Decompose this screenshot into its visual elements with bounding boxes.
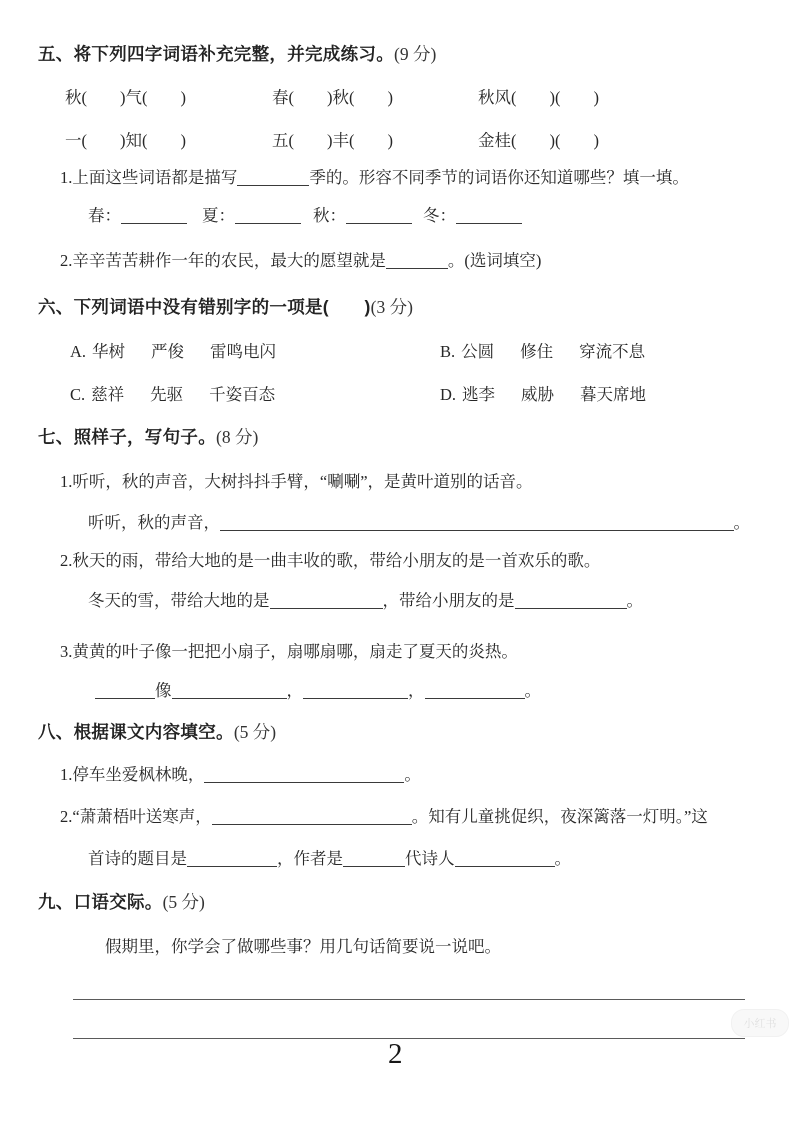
section9-score: (5 分): [162, 892, 205, 912]
option-word: 修住: [520, 342, 554, 361]
answer-text: 像: [155, 681, 172, 700]
section8-question2b: [88, 849, 571, 870]
section5-score: (9 分): [394, 44, 437, 64]
option-label: D.: [440, 385, 457, 404]
section5-question1: [60, 168, 689, 189]
word-blank-cell: 金桂( )( ): [478, 131, 599, 150]
section7-question1: 1.听听，秋的声音，大树抖抖手臂，“唰唰”，是黄叶道别的话音。: [60, 472, 533, 491]
section7-score: (8 分): [216, 427, 259, 447]
word-blank-cell: 一( )知( ): [65, 131, 186, 150]
section7-title: 七、照样子，写句子。: [38, 427, 216, 447]
page-number: 2: [388, 1038, 403, 1070]
section5-question2: [60, 251, 541, 272]
section8-heading: [38, 722, 276, 744]
word-blank-cell: 秋风( )( ): [478, 88, 599, 107]
option-word: 华树: [92, 342, 126, 361]
section7-answer2: [88, 591, 643, 612]
fill-blank: [187, 851, 277, 867]
section9-title: 九、口语交际。: [38, 892, 163, 912]
section6-score: (3 分): [370, 297, 413, 317]
option-word: 威胁: [521, 385, 555, 404]
section8-question2: [60, 807, 708, 828]
question-text: 。(选词填空): [447, 251, 542, 270]
answer-text: ，带给小朋友的是: [382, 591, 515, 610]
option-word: 穿流不息: [579, 342, 646, 361]
answer-text: ，: [286, 681, 303, 700]
section6-heading: [38, 297, 413, 319]
option-label: A.: [70, 342, 87, 361]
question-text: 季的。形容不同季节的词语你还知道哪些？填一填。: [309, 168, 689, 187]
section8-question1: [60, 765, 421, 786]
fill-blank: [303, 683, 408, 699]
question-text: 代诗人: [405, 849, 455, 868]
option-word: 公圆: [461, 342, 495, 361]
section7-question3: 3.黄黄的叶子像一把把小扇子，扇哪扇哪，扇走了夏天的炎热。: [60, 642, 518, 661]
option-word: 慈祥: [91, 385, 125, 404]
fill-blank: [425, 683, 525, 699]
season-label: 秋：: [313, 206, 346, 225]
fill-blank: [237, 170, 309, 186]
fill-blank: [455, 851, 555, 867]
answer-suffix: 。: [733, 513, 750, 532]
season-fill-spring: [88, 206, 187, 227]
fill-blank: [270, 593, 383, 609]
answer-text: 冬天的雪，带给大地的是: [88, 591, 270, 610]
season-label: 冬：: [423, 206, 456, 225]
fill-blank: [204, 767, 404, 783]
season-fill-autumn: [313, 206, 412, 227]
section8-title: 八、根据课文内容填空。: [38, 722, 234, 742]
season-label: 夏：: [202, 206, 235, 225]
answer-text: ，: [408, 681, 425, 700]
fill-blank: [456, 208, 522, 224]
season-fill-winter: [423, 206, 522, 227]
option-label: B.: [440, 342, 456, 361]
option-d: [440, 385, 646, 406]
fill-blank: [515, 593, 627, 609]
option-c: [70, 385, 275, 406]
fill-blank: [235, 208, 301, 224]
section7-answer1: [88, 509, 750, 533]
option-b: [440, 342, 645, 363]
word-blank-cell: 秋( )气( ): [65, 88, 186, 107]
answer-text: 。: [524, 681, 541, 700]
fill-blank: [121, 208, 187, 224]
fill-blank: [386, 253, 448, 269]
question-text: 。知有儿童挑促织，夜深篱落一灯明。”这: [411, 807, 708, 826]
question-text: 2.“萧萧梧叶送寒声，: [60, 807, 212, 826]
question-text: 首诗的题目是: [88, 849, 187, 868]
word-blank-cell: 五( )丰( ): [272, 131, 393, 150]
option-word: 千姿百态: [209, 385, 276, 404]
writing-line: [73, 999, 745, 1000]
option-label: C.: [70, 385, 86, 404]
season-fill-summer: [202, 206, 301, 227]
word-blank-cell: 春( )秋( ): [272, 88, 393, 107]
question-text: 。: [554, 849, 571, 868]
question-text: 1.上面这些词语都是描写: [60, 168, 238, 187]
section7-question2: 2.秋天的雨，带给大地的是一曲丰收的歌，带给小朋友的是一首欢乐的歌。: [60, 551, 601, 570]
section5-title: 五、将下列四字词语补充完整，并完成练习。: [38, 44, 394, 64]
question-text: ，作者是: [277, 849, 343, 868]
season-label: 春：: [88, 206, 121, 225]
section8-score: (5 分): [233, 722, 277, 742]
fill-blank: [95, 683, 155, 699]
section9-prompt: 假期里，你学会了做哪些事？用几句话简要说一说吧。: [105, 937, 501, 956]
option-word: 先驱: [150, 385, 184, 404]
fill-blank: [172, 683, 287, 699]
section7-answer3: [95, 681, 541, 702]
question-text: 2.辛辛苦苦耕作一年的农民，最大的愿望就是: [60, 251, 386, 270]
section7-heading: [38, 427, 258, 449]
option-word: 雷鸣电闪: [210, 342, 277, 361]
option-a: [70, 342, 276, 363]
section9-heading: [38, 892, 205, 914]
watermark-badge: 小红书: [731, 1009, 789, 1037]
section5-heading: [38, 44, 436, 66]
answer-prefix: 听听，秋的声音，: [88, 513, 220, 532]
fill-blank: [346, 208, 412, 224]
question-text: 。: [404, 765, 421, 784]
option-word: 严俊: [151, 342, 185, 361]
fill-blank: [220, 515, 734, 531]
section6-title: 六、下列词语中没有错别字的一项是( ): [38, 297, 371, 317]
fill-blank: [212, 809, 412, 825]
question-text: 1.停车坐爱枫林晚，: [60, 765, 205, 784]
fill-blank: [343, 851, 405, 867]
writing-line: [73, 1038, 745, 1039]
option-word: 逃李: [462, 385, 496, 404]
answer-text: 。: [626, 591, 643, 610]
option-word: 暮天席地: [580, 385, 647, 404]
